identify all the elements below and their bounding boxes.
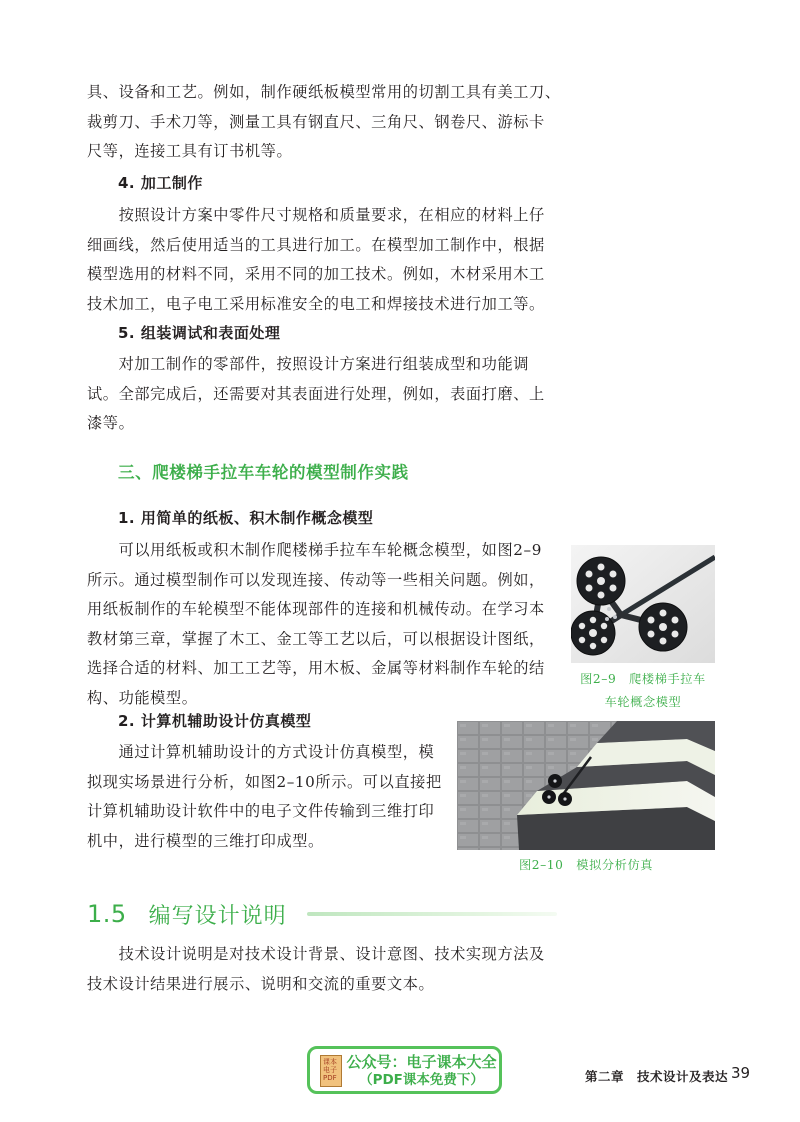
section-divider (307, 912, 557, 916)
footer-chapter: 第二章 技术设计及表达 (585, 1069, 729, 1084)
figure-2-9-caption (560, 668, 726, 714)
heading-cad-model: 2. 计算机辅助设计仿真模型 (118, 712, 312, 730)
section-number: 1.5 (87, 900, 127, 928)
paragraph-processing: 按照设计方案中零件尺寸规格和质量要求，在相应的材料上仔 细画线，然后使用适当的工具进行加工。在模型加工制作中，根据 模型选用的材料不同，采用不同的加工技术。例如，木材采用木工 技术加工，电子电工采用标准安全的电工和焊接技术进行加工等。 (87, 206, 545, 313)
paragraph-concept-model: 可以用纸板或积木制作爬楼梯手拉车车轮概念模型，如图2–9 所示。通过模型制作可以发现连接、传动等一些相关问题。例如， 用纸板制作的车轮模型不能体现部件的连接和机械传动。在学习本 教材第三章，掌握了木工、金工等工艺以后，可以根据设计图纸， 选择合适的材料、加工工艺等，用木板、金属等材料制作车轮的结 构、功能模型。 (87, 541, 545, 707)
badge-line1: 公众号：电子课本大全 (346, 1053, 497, 1071)
heading-processing: 4. 加工制作 (118, 174, 203, 192)
figure-2-10-caption: 图2–10 模拟分析仿真 (518, 858, 654, 872)
book-icon (320, 1055, 342, 1087)
figure-2-9-caption-line1: 图2–9 爬楼梯手拉车 (580, 672, 706, 686)
heading-assembly: 5. 组装调试和表面处理 (118, 324, 281, 342)
paragraph-cad-model: 通过计算机辅助设计的方式设计仿真模型，模 拟现实场景进行分析，如图2–10所示。可以直接把 计算机辅助设计软件中的电子文件传输到三维打印 机中，进行模型的三维打印成型。 (87, 743, 442, 850)
badge-line2: （PDF课本免费下） (359, 1072, 484, 1088)
figure-2-9-caption-line2: 车轮概念模型 (604, 695, 682, 709)
figure-2-10-image (457, 721, 715, 850)
figure-2-9-image (571, 545, 715, 663)
paragraph-assembly: 对加工制作的零部件，按照设计方案进行组装成型和功能调 试。全部完成后，还需要对其表面进行处理，例如，表面打磨、上 漆等。 (87, 355, 545, 433)
stair-wheel-model-illustration (571, 545, 715, 663)
section-title: 编写设计说明 (148, 903, 287, 929)
heading-practice: 三、爬楼梯手拉车车轮的模型制作实践 (118, 463, 409, 482)
heading-concept-model: 1. 用简单的纸板、积木制作概念模型 (118, 509, 374, 527)
stair-simulation-illustration (457, 721, 715, 850)
page-number: 39 (731, 1064, 751, 1082)
watermark-badge (307, 1046, 502, 1094)
book-icon-label: 课本 电子 PDF (323, 1058, 337, 1082)
paragraph-design-doc: 技术设计说明是对技术设计背景、设计意图、技术实现方法及 技术设计结果进行展示、说明和交流的重要文本。 (87, 945, 545, 993)
paragraph-intro-continued: 具、设备和工艺。例如，制作硬纸板模型常用的切割工具有美工刀、 裁剪刀、手术刀等，测量工具有钢直尺、三角尺、钢卷尺、游标卡 尺等，连接工具有订书机等。 (87, 83, 561, 161)
section-heading (87, 896, 557, 932)
